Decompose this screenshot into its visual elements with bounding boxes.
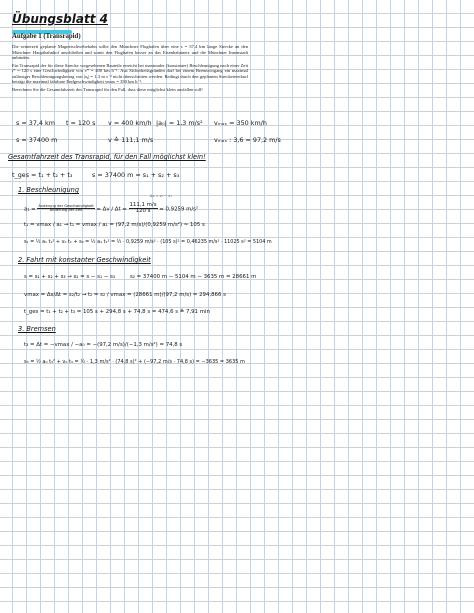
a1-value-fraction: $\frac{111,1 m/s}{120 s}$ (129, 202, 157, 215)
given-t: t = 120 s (66, 119, 96, 127)
given-v-ms: v ≙ 111,1 m/s (108, 136, 154, 144)
distance-sum-formula: s = 37400 m = s₁ + s₂ + s₃ (92, 171, 180, 179)
t2-formula: vmax = Δs/Δt = s₂/t₂ → t₂ = s₂ / vmax = (28661 m)/(97,2 m/s) = 294,866 s (24, 292, 226, 298)
t3-formula: t₃ = Δt = −vmax / −a₀ = −(97,2 m/s)/(−1,3 m/s²) = 74,8 s (24, 342, 183, 348)
task-paragraph-2: Ein Transrapid der für diese Strecke vorgesehenen Bauteile erreicht bei maximaler (konstanter) Beschleunigung nach einer Zeit t* = 120 s eine Geschwindigkeit von v* = 400 km h⁻¹. Aus Sicherheitsgründen darf bei einem Bremsvorgang ein maximal zulässiger Beschleunigungsbetrag von |a₀| = 1.3 m s⁻² nicht überschritten werden. Bedingt durch den geplanten Streckenverlauf beträgt die maximal fahrbare Endgeschwindigkeit vmax = 350 km h⁻¹. (12, 62, 248, 85)
task-heading: Aufgabe 1 (Transrapid) (12, 33, 81, 40)
given-a: |a₀| = 1,3 m/s² (156, 119, 203, 127)
t1-formula: t₁ = vmax / a₁ → t₁ = vmax / a₁ = (97,2 m/s)/(0,9259 m/s²) ≈ 105 s (24, 222, 205, 228)
total-time-formula: t_ges = t₁ + t₂ + t₃ (12, 171, 73, 179)
given-s: s = 37,4 km (16, 119, 55, 127)
s2-rearrange: s = s₁ + s₂ + s₃ → s₂ = s − s₁ − s₃ (24, 274, 116, 280)
given-vmax: vₘₐₓ = 350 km/h (214, 119, 267, 127)
task-paragraph-3: Berechnen Sie die Gesamtfahrzeit des Transrapid für den Fall, dass diese möglichst klein ausfallen soll! (12, 86, 203, 92)
acceleration-formula: a₁ = $\frac{\text{Änderung der Geschwindigkeit}}{\text{Änderung der Zeit}}$ = Δv / Δt = $\frac{111,1 m/s}{120 s}$ = 0,9259 m/s² (24, 202, 199, 215)
headline: Gesamtfahrzeit des Transrapid, für den Fall möglichst klein! (8, 153, 206, 161)
delta-v-note: Δv = v₂ − v₁ (150, 194, 172, 198)
given-s-meters: s = 37400 m (16, 136, 58, 144)
total-time-result: t_ges = t₁ + t₂ + t₃ = 105 s + 294,8 s + 74,8 s = 474,6 s ≙ 7,91 min (24, 309, 210, 315)
sheet-title: Übungsblatt 4 (12, 12, 108, 26)
given-v: v = 400 km/h (108, 119, 152, 127)
task-paragraph-1: Die seinerzeit geplante Magnetschwebebahn sollte den Münchner Flughafen über eine s = 37.4 km lange Strecke an den Münchner Hauptbahnhof anschließen und somit den Flughafen besser an das Eisenbahnnetz und die Münchner Innenstadt anbinden. (12, 44, 248, 61)
section-acceleration: 1. Beschleunigung (18, 186, 80, 194)
task-text (12, 44, 248, 94)
s3-formula: s₃ = ½ a₀ t₃² + v₀ t₃ = ½ · 1,3 m/s² · (74,8 s)² + (−97,2 m/s · 74,8 s) = −3635 = 3635 m (24, 359, 245, 365)
a1-words-fraction: $\frac{\text{Änderung der Geschwindigkeit}}{\text{Änderung der Zeit}}$ (38, 203, 94, 213)
s1-formula: s₁ = ½ a₁ t₁² + v₀ t₁ + s₀ = ½ a₁ t₁² = ½ · 0,9259 m/s² · (105 s)² = 0,46235 m/s² · 11025 s² = 5104 m (24, 239, 272, 245)
section-braking: 3. Bremsen (18, 325, 56, 333)
a1-label: a₁ = (24, 206, 36, 213)
section-constant-speed: 2. Fahrt mit konstanter Geschwindigkeit (18, 256, 151, 264)
given-vmax-ms: vₘₐₓ : 3,6 = 97,2 m/s (214, 136, 281, 144)
s2-value: s₂ = 37400 m − 5104 m − 3635 m = 28661 m (130, 274, 257, 280)
